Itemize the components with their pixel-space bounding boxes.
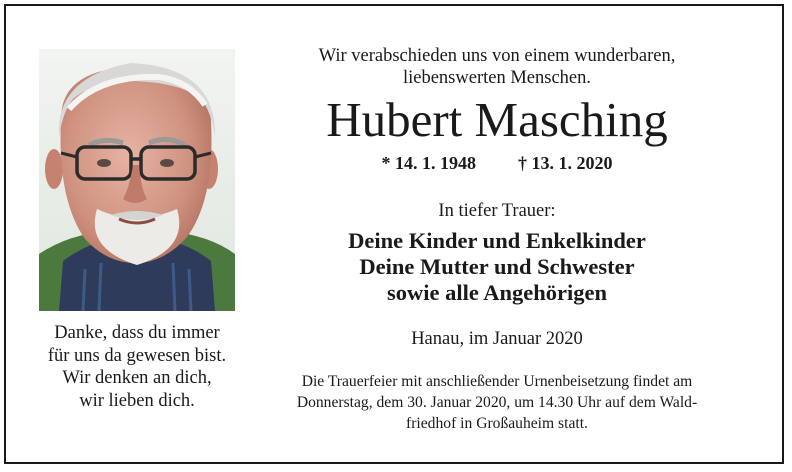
intro-line: Wir verabschieden uns von einem wunderbaren, — [318, 46, 676, 66]
funeral-details — [250, 371, 744, 434]
ceremony-line: Die Trauerfeier mit anschließender Urnenbeisetzung findet am — [301, 373, 693, 390]
verse-line: wir lieben dich. — [79, 390, 195, 411]
verse-line: Danke, dass du immer — [54, 323, 220, 343]
bereaved-family — [250, 228, 744, 306]
deceased-name: Hubert Masching — [326, 92, 668, 147]
death-date: † 13. 1. 2020 — [518, 153, 613, 173]
birth-date: * 14. 1. 1948 — [381, 153, 476, 173]
verse-line: Wir denken an dich, — [62, 368, 212, 388]
ceremony-line: Donnerstag, dem 30. Januar 2020, um 14.30 Uhr auf dem Wald- — [296, 394, 698, 411]
family-line: Deine Kinder und Enkelkinder — [348, 228, 646, 253]
intro-line: liebenswerten Menschen. — [402, 68, 592, 88]
family-line: Deine Mutter und Schwester — [359, 254, 635, 279]
intro-text — [250, 45, 744, 89]
portrait-photo — [39, 49, 235, 311]
place-and-date: Hanau, im Januar 2020 — [411, 329, 583, 349]
obituary-notice — [4, 4, 784, 464]
life-dates — [250, 152, 744, 174]
mourning-label: In tiefer Trauer: — [438, 201, 556, 221]
verse-line: für uns da gewesen bist. — [47, 345, 227, 366]
ceremony-line: friedhof in Großauheim statt. — [406, 415, 588, 432]
family-line: sowie alle Angehörigen — [387, 280, 607, 305]
farewell-verse — [24, 322, 250, 412]
